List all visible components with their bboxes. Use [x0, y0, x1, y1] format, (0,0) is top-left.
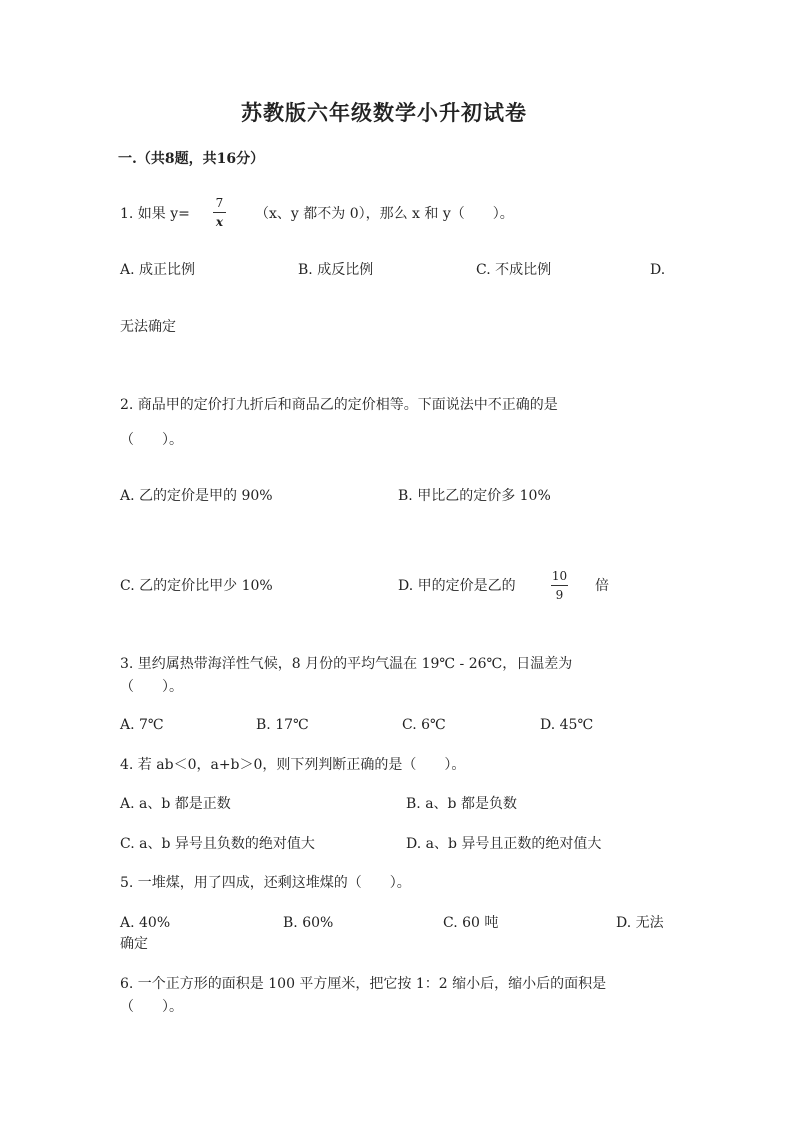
question-2-option-d-fraction — [551, 569, 568, 602]
question-2-stem: 2. 商品甲的定价打九折后和商品乙的定价相等。下面说法中不正确的是 — [120, 397, 558, 413]
question-2-option-c[interactable]: C. 乙的定价比甲少 10% — [120, 578, 273, 594]
question-3-option-d[interactable]: D. 45℃ — [540, 717, 594, 733]
question-1-option-d[interactable]: D. — [650, 262, 666, 278]
question-3-option-b[interactable]: B. 17℃ — [256, 717, 309, 733]
question-5-option-a[interactable]: A. 40% — [120, 915, 171, 931]
question-1-option-d-continued: 无法确定 — [120, 319, 176, 335]
question-4-option-c[interactable]: C. a、b 异号且负数的绝对值大 — [120, 836, 315, 852]
fraction-bar — [213, 212, 226, 213]
question-2-option-d[interactable]: D. 甲的定价是乙的 — [398, 578, 516, 594]
question-1-fraction — [213, 196, 226, 229]
question-6-stem: 6. 一个正方形的面积是 100 平方厘米，把它按 1：2 缩小后，缩小后的面积是 — [120, 976, 607, 992]
fraction-numerator: 7 — [215, 196, 224, 210]
question-4-stem: 4. 若 ab＜0，a+b＞0，则下列判断正确的是（ ）。 — [120, 757, 466, 773]
question-5-option-b[interactable]: B. 60% — [283, 915, 334, 931]
fraction-denominator: 9 — [555, 588, 564, 602]
fraction-denominator: x — [215, 215, 224, 229]
question-5-option-c[interactable]: C. 60 吨 — [443, 915, 499, 931]
fraction-bar — [551, 585, 568, 586]
question-5-option-d[interactable]: D. 无法 — [616, 915, 664, 931]
question-1-option-c[interactable]: C. 不成比例 — [476, 262, 552, 278]
question-1-option-b[interactable]: B. 成反比例 — [298, 262, 374, 278]
question-1-option-a[interactable]: A. 成正比例 — [120, 262, 196, 278]
question-4-option-b[interactable]: B. a、b 都是负数 — [406, 796, 517, 812]
fraction-numerator: 10 — [551, 569, 568, 583]
question-2-option-a[interactable]: A. 乙的定价是甲的 90% — [120, 488, 273, 504]
question-3-stem: 3. 里约属热带海洋性气候，8 月份的平均气温在 19℃ - 26℃，日温差为 — [120, 656, 573, 672]
section-heading: 一.（共8题，共16分） — [118, 151, 265, 167]
question-3-option-a[interactable]: A. 7℃ — [120, 717, 164, 733]
question-2-option-d-suffix: 倍 — [595, 578, 609, 594]
question-3-stem-continued: （ ）。 — [120, 679, 183, 695]
question-4-option-a[interactable]: A. a、b 都是正数 — [120, 796, 231, 812]
question-6-stem-continued: （ ）。 — [120, 999, 183, 1015]
question-5-option-d-continued: 确定 — [120, 936, 148, 952]
question-5-stem: 5. 一堆煤，用了四成，还剩这堆煤的（ ）。 — [120, 875, 411, 891]
page-title: 苏教版六年级数学小升初试卷 — [241, 100, 527, 125]
question-2-stem-continued: （ ）。 — [120, 432, 183, 448]
question-1-suffix: （x、y 都不为 0），那么 x 和 y（ ）。 — [255, 206, 514, 222]
question-3-option-c[interactable]: C. 6℃ — [402, 717, 446, 733]
question-1-prefix: 1. 如果 y= — [120, 206, 190, 222]
question-2-option-b[interactable]: B. 甲比乙的定价多 10% — [398, 488, 551, 504]
question-4-option-d[interactable]: D. a、b 异号且正数的绝对值大 — [406, 836, 602, 852]
